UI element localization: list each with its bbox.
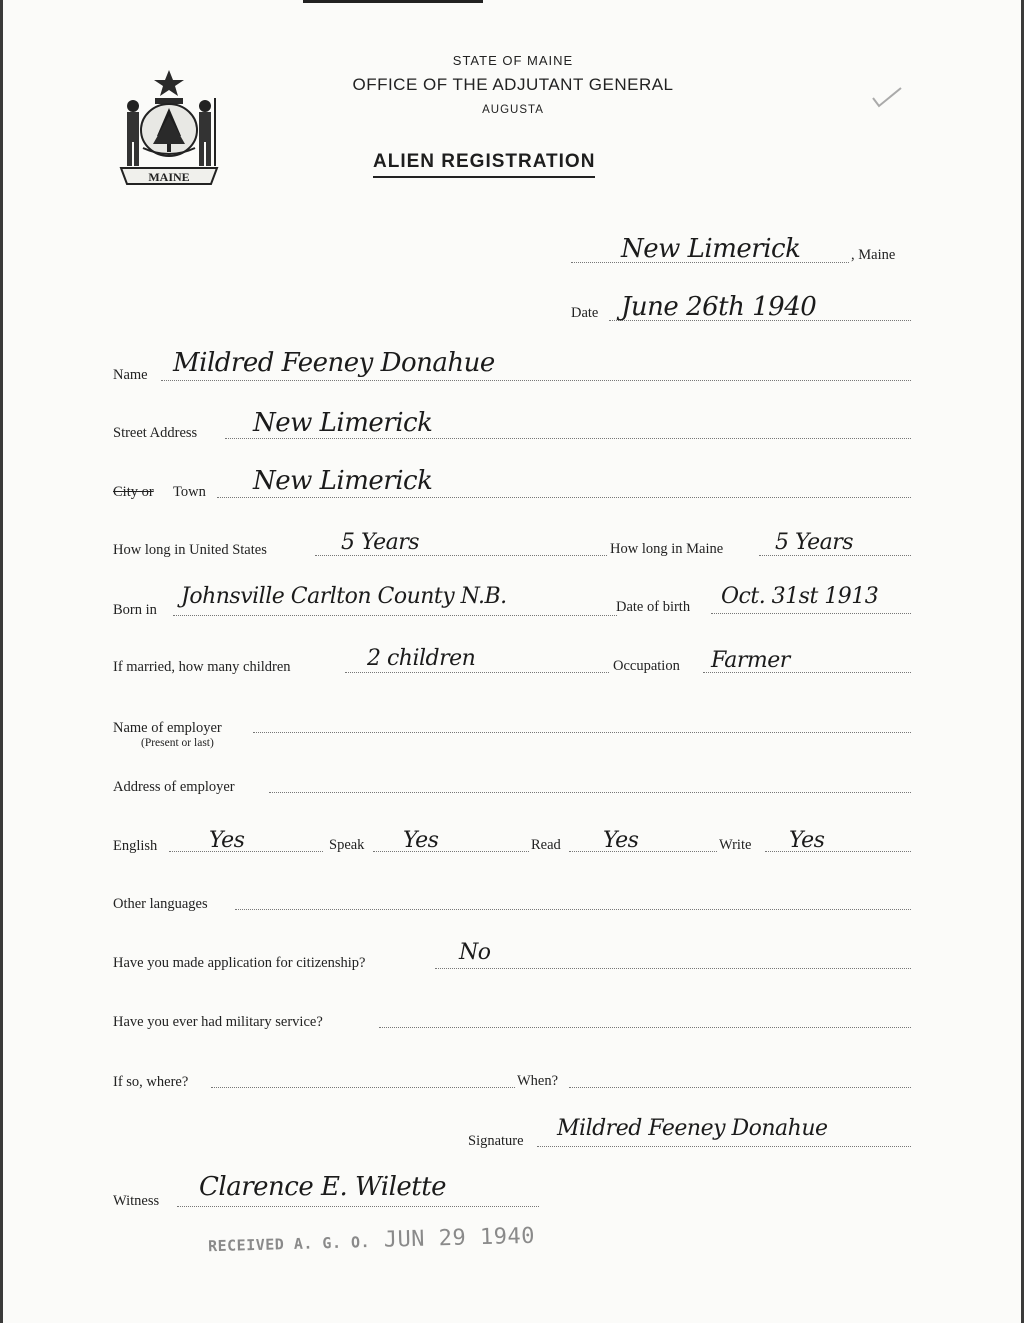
town-label: Town	[173, 484, 206, 500]
place-suffix: , Maine	[851, 247, 896, 263]
read-label: Read	[531, 837, 561, 853]
occupation-label: Occupation	[613, 658, 680, 674]
how-long-us-line	[315, 555, 607, 556]
witness-value[interactable]: Clarence E. Wilette	[199, 1172, 447, 1202]
received-stamp	[208, 1224, 536, 1258]
form-title: ALIEN REGISTRATION	[373, 151, 595, 178]
date-of-birth-label: Date of birth	[616, 599, 691, 615]
svg-text:MAINE: MAINE	[148, 170, 190, 184]
witness-label: Witness	[113, 1193, 160, 1209]
scan-edge-mark	[303, 0, 483, 3]
town-value[interactable]: New Limerick	[253, 466, 433, 496]
office-heading: OFFICE OF THE ADJUTANT GENERAL	[352, 75, 674, 94]
born-in-line	[173, 615, 617, 616]
witness-line	[177, 1206, 539, 1207]
town-line	[217, 497, 911, 498]
date-of-birth-value[interactable]: Oct. 31st 1913	[721, 584, 879, 609]
employer-sublabel: (Present or last)	[141, 737, 214, 749]
employer-address-line	[269, 792, 911, 793]
english-label: English	[113, 838, 158, 854]
when-line	[569, 1087, 911, 1088]
date-of-birth-line	[711, 613, 911, 614]
other-languages-line	[235, 909, 911, 910]
received-stamp-label: RECEIVED A. G. O.	[207, 1233, 371, 1256]
when-label: When?	[517, 1073, 559, 1089]
date-label: Date	[571, 305, 599, 321]
signature-line	[537, 1146, 911, 1147]
citizenship-label: Have you made application for citizenship?	[113, 955, 366, 971]
employer-address-label: Address of employer	[113, 779, 235, 795]
military-line	[379, 1027, 911, 1028]
citizenship-line	[435, 968, 911, 969]
received-stamp-date: JUN 29 1940	[383, 1223, 536, 1253]
born-in-value[interactable]: Johnsville Carlton County N.B.	[181, 584, 507, 609]
city-heading: AUGUSTA	[482, 104, 544, 116]
read-line	[569, 851, 717, 852]
place-value[interactable]: New Limerick	[621, 234, 801, 264]
speak-label: Speak	[329, 837, 365, 853]
signature-value[interactable]: Mildred Feeney Donahue	[557, 1116, 828, 1141]
form-page	[3, 0, 1021, 1323]
how-long-maine-value[interactable]: 5 Years	[775, 530, 854, 555]
speak-value[interactable]: Yes	[403, 828, 439, 853]
state-heading: STATE OF MAINE	[452, 53, 574, 68]
how-long-us-label: How long in United States	[113, 542, 267, 558]
signature-label: Signature	[468, 1133, 524, 1149]
children-label: If married, how many children	[113, 659, 291, 675]
where-label: If so, where?	[113, 1074, 189, 1090]
military-label: Have you ever had military service?	[113, 1014, 323, 1030]
how-long-maine-label: How long in Maine	[610, 541, 724, 557]
occupation-value[interactable]: Farmer	[711, 648, 790, 673]
children-line	[345, 672, 609, 673]
date-value[interactable]: June 26th 1940	[621, 292, 817, 322]
employer-line	[253, 732, 911, 733]
children-value[interactable]: 2 children	[367, 646, 476, 671]
street-address-label: Street Address	[113, 425, 198, 441]
street-address-value[interactable]: New Limerick	[253, 408, 433, 438]
write-value[interactable]: Yes	[789, 828, 825, 853]
write-label: Write	[719, 837, 752, 853]
how-long-us-value[interactable]: 5 Years	[341, 530, 420, 555]
name-line	[161, 380, 911, 381]
speak-line	[373, 851, 529, 852]
name-value[interactable]: Mildred Feeney Donahue	[173, 348, 495, 378]
write-line	[765, 851, 911, 852]
how-long-maine-line	[759, 555, 911, 556]
maine-state-seal-icon	[111, 68, 227, 190]
checkmark-icon	[871, 84, 903, 110]
english-line	[169, 851, 323, 852]
city-label-struck: City or	[113, 484, 154, 500]
where-line	[211, 1087, 515, 1088]
name-label: Name	[113, 367, 148, 383]
born-in-label: Born in	[113, 602, 157, 618]
english-value[interactable]: Yes	[209, 828, 245, 853]
citizenship-value[interactable]: No	[459, 940, 491, 965]
read-value[interactable]: Yes	[603, 828, 639, 853]
other-languages-label: Other languages	[113, 896, 208, 912]
employer-label: Name of employer	[113, 720, 222, 736]
street-address-line	[225, 438, 911, 439]
